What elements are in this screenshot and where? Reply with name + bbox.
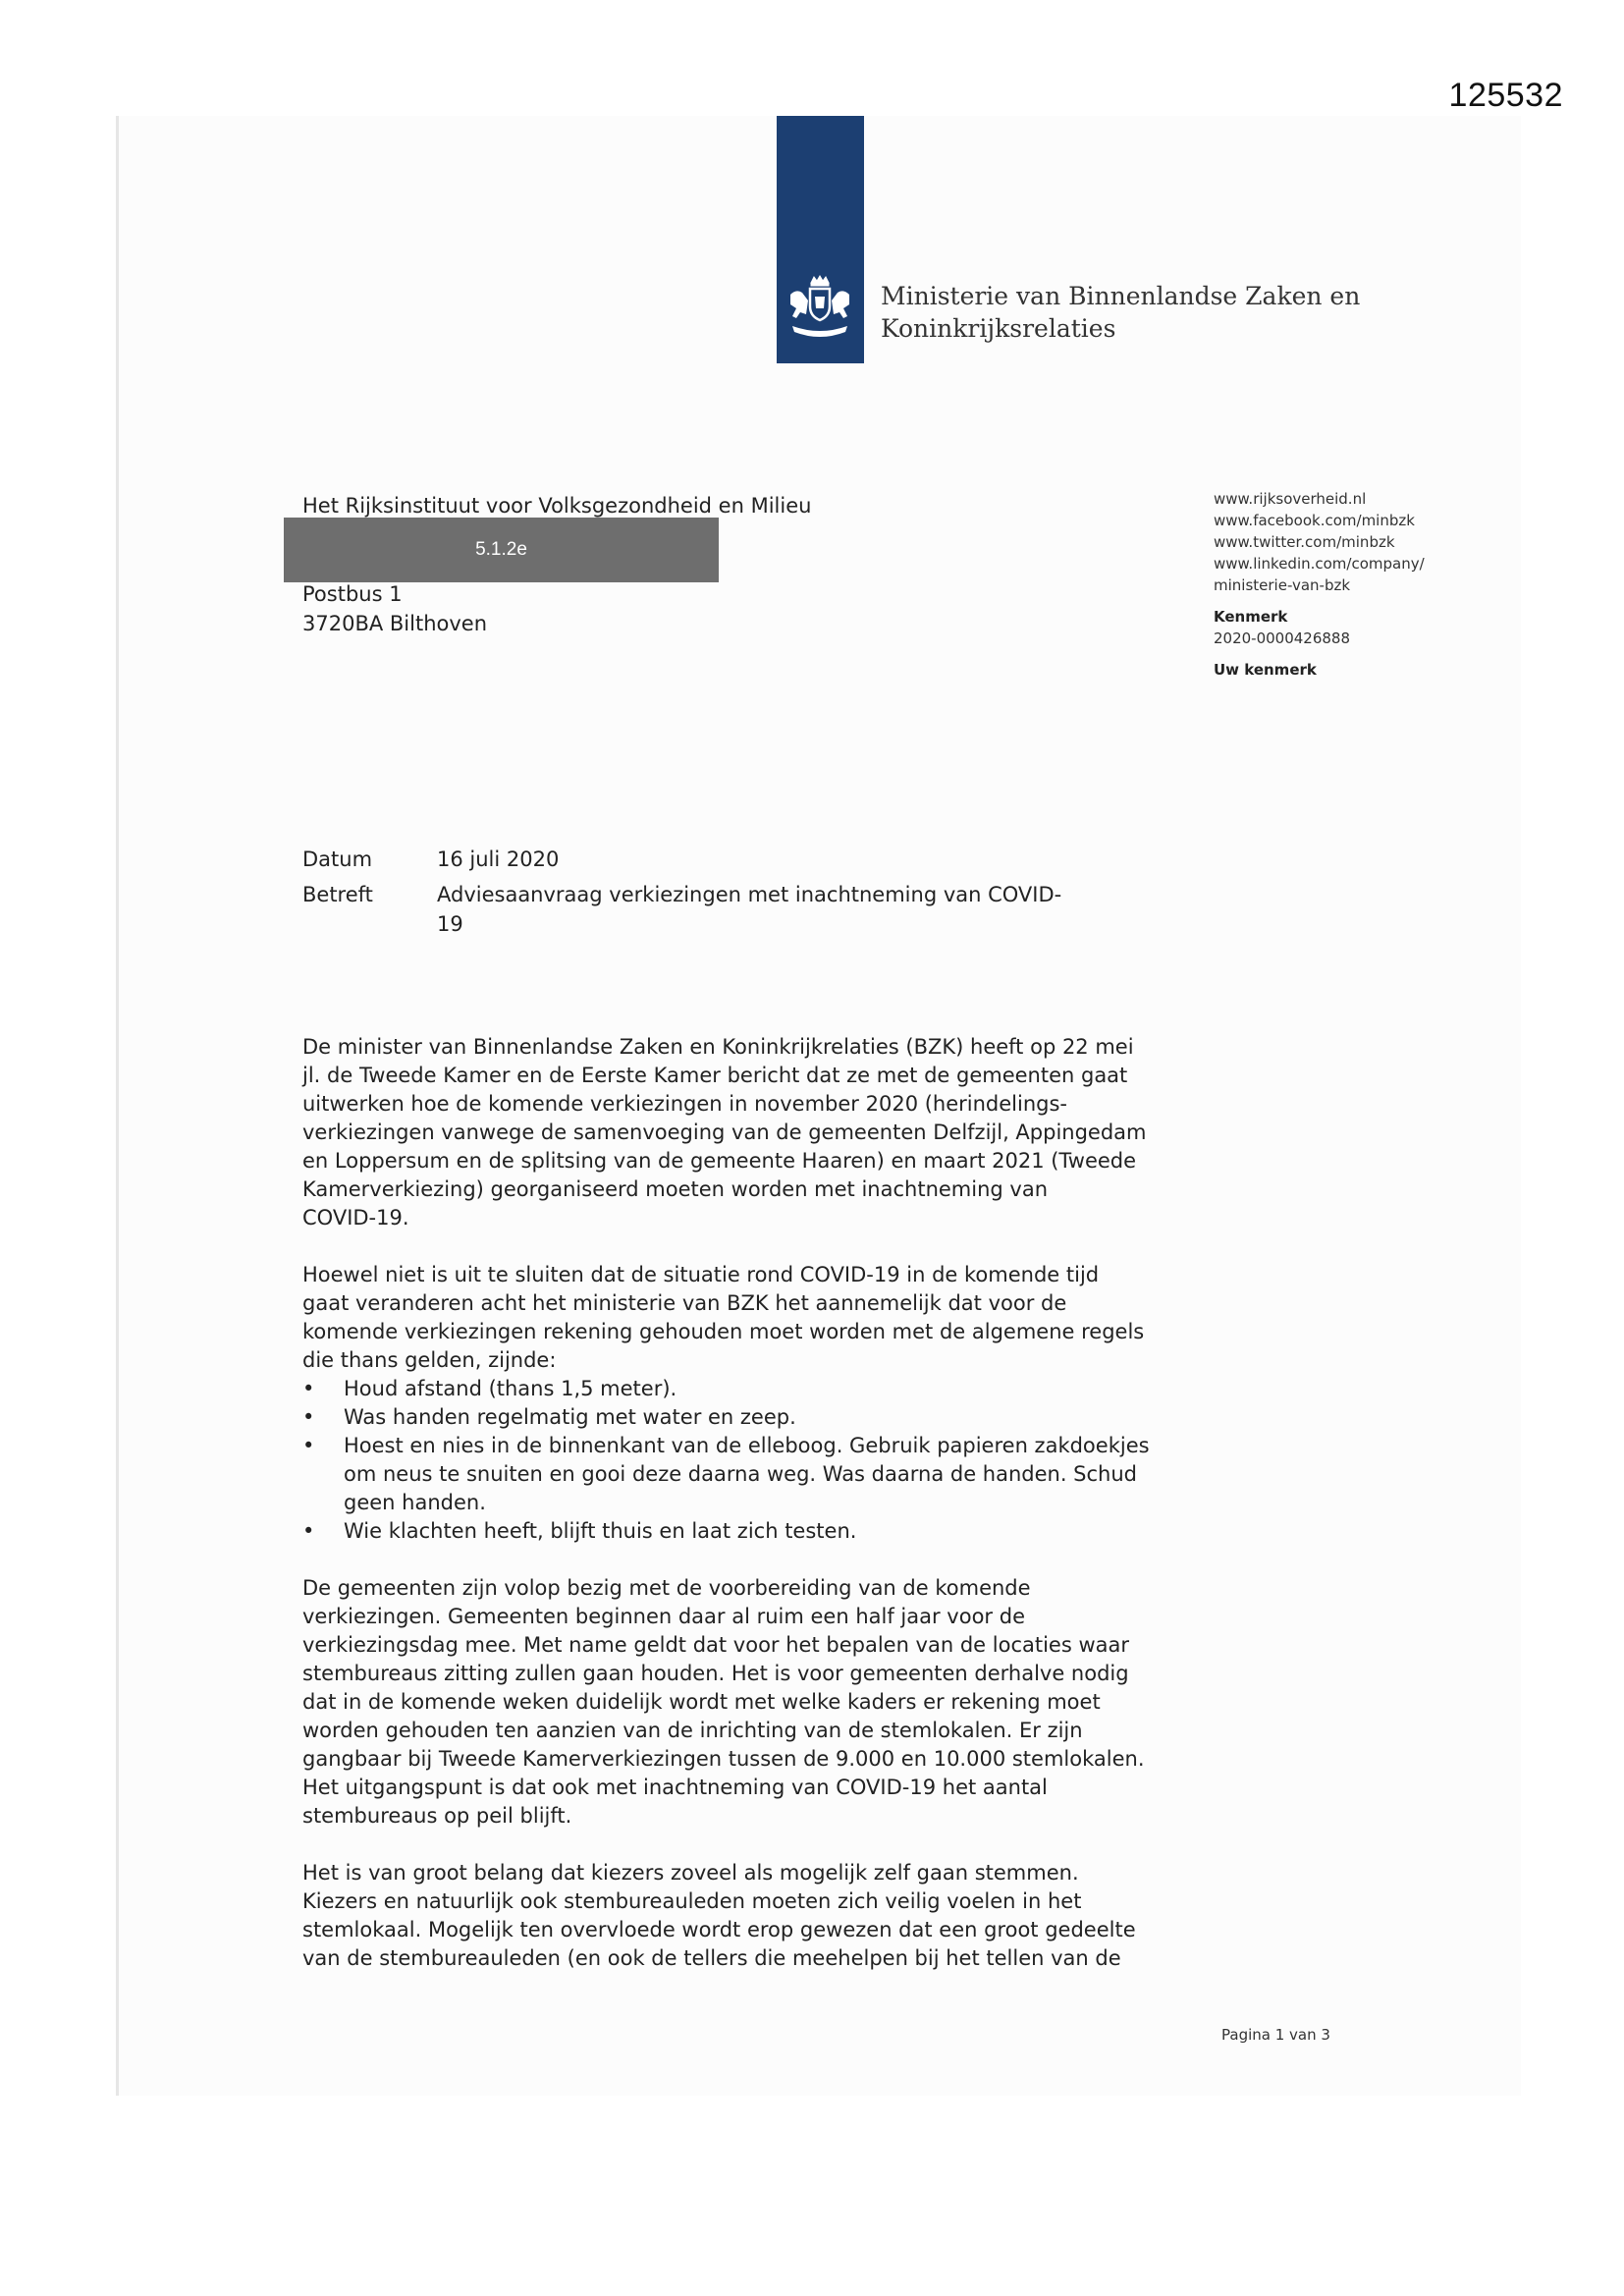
sidebar-link[interactable]: www.facebook.com/minbzk <box>1214 512 1415 529</box>
document-number: 125532 <box>1448 77 1563 114</box>
ministry-name-line1: Ministerie van Binnenlandse Zaken en <box>881 282 1361 310</box>
redaction-box <box>284 518 719 582</box>
kenmerk-label: Kenmerk <box>1214 608 1288 626</box>
sidebar-spacer <box>1214 649 1425 659</box>
sidebar-link[interactable]: ministerie-van-bzk <box>1214 576 1351 594</box>
sidebar-link[interactable]: www.twitter.com/minbzk <box>1214 533 1395 551</box>
paragraph-2: Hoewel niet is uit te sluiten dat de situatie rond COVID-19 in de komende tijd gaat veranderen acht het ministerie van BZK het aannemelijk dat voor de komende verkiezingen rekening gehouden moet worden met de algemene regels die thans gelden, zijnde: <box>302 1263 1145 1372</box>
recipient-line3: Postbus 1 <box>302 582 403 606</box>
logo-band <box>777 116 864 363</box>
sidebar-spacer <box>1214 596 1425 606</box>
paragraph-4: Het is van groot belang dat kiezers zoveel als mogelijk zelf gaan stemmen. Kiezers en natuurlijk ook stembureauleden moeten zich veilig voelen in het stemlokaal. Mogelijk ten overvloede wordt erop gewezen dat een groot gedeelte van de stembureauleden (en ook de tellers die meehelpen bij het tellen van de <box>302 1861 1136 1970</box>
dutch-coat-of-arms-icon <box>785 275 855 344</box>
redaction-code: 5.1.2e <box>475 539 527 560</box>
datum-label: Datum <box>302 847 373 871</box>
betreft-label: Betreft <box>302 883 373 906</box>
list-item: • Wie klachten heeft, blijft thuis en laat zich testen. <box>302 1517 1186 1546</box>
betreft-value: Adviesaanvraag verkiezingen met inachtneming van COVID- 19 <box>437 883 1062 936</box>
list-item: • Was handen regelmatig met water en zeep. <box>302 1403 1186 1432</box>
uw-kenmerk-label: Uw kenmerk <box>1214 661 1317 679</box>
sidebar-link[interactable]: www.linkedin.com/company/ <box>1214 555 1425 573</box>
recipient-line1: Het Rijksinstituut voor Volksgezondheid en Milieu <box>302 494 812 518</box>
paragraph-3: De gemeenten zijn volop bezig met de voorbereiding van de komende verkiezingen. Gemeenten beginnen daar al ruim een half jaar voor de verkiezingsdag mee. Met name geldt dat voor het bepalen van de locaties waar stembureaus zitting zullen gaan houden. Het is voor gemeenten derhalve nodig dat in de komende weken duidelijk wordt met welke kaders er rekening moet worden gehouden ten aanzien van de inrichting van de stemlokalen. Er zijn gangbaar bij Tweede Kamerverkiezingen tussen de 9.000 en 10.000 stemlokalen. Het uitgangspunt is dat ook met inachtneming van COVID-19 het aantal stembureaus op peil blijft. <box>302 1576 1145 1828</box>
datum-value: 16 juli 2020 <box>437 847 560 871</box>
paragraph-1: De minister van Binnenlandse Zaken en Koninkrijkrelaties (BZK) heeft op 22 mei jl. de Tweede Kamer en de Eerste Kamer bericht dat ze met de gemeenten gaat uitwerken hoe de komende verkiezingen in november 2020 (herindelings- verkiezingen vanwege de samenvoeging van de gemeenten Delfzijl, Appingedam en Loppersum en de splitsing van de gemeente Haaren) en maart 2021 (Tweede Kamerverkiezing) georganiseerd moeten worden met inachtneming van COVID-19. <box>302 1035 1147 1230</box>
letter-body <box>302 1033 1186 2001</box>
rules-list <box>302 1375 1186 1546</box>
list-item: • Houd afstand (thans 1,5 meter). <box>302 1375 1186 1403</box>
page-number: Pagina 1 van 3 <box>1221 2026 1330 2044</box>
ministry-name-line2: Koninkrijksrelaties <box>881 314 1116 343</box>
list-item: • Hoest en nies in de binnenkant van de elleboog. Gebruik papieren zakdoekjes om neus te snuiten en gooi deze daarna weg. Was daarna de handen. Schud geen handen. <box>302 1432 1186 1517</box>
kenmerk-value: 2020-0000426888 <box>1214 629 1351 647</box>
letter-meta <box>302 845 1105 939</box>
ministry-name <box>881 280 1360 345</box>
sidebar-link[interactable]: www.rijksoverheid.nl <box>1214 490 1367 508</box>
recipient-line4: 3720BA Bilthoven <box>302 612 488 635</box>
sidebar-info <box>1214 488 1425 681</box>
